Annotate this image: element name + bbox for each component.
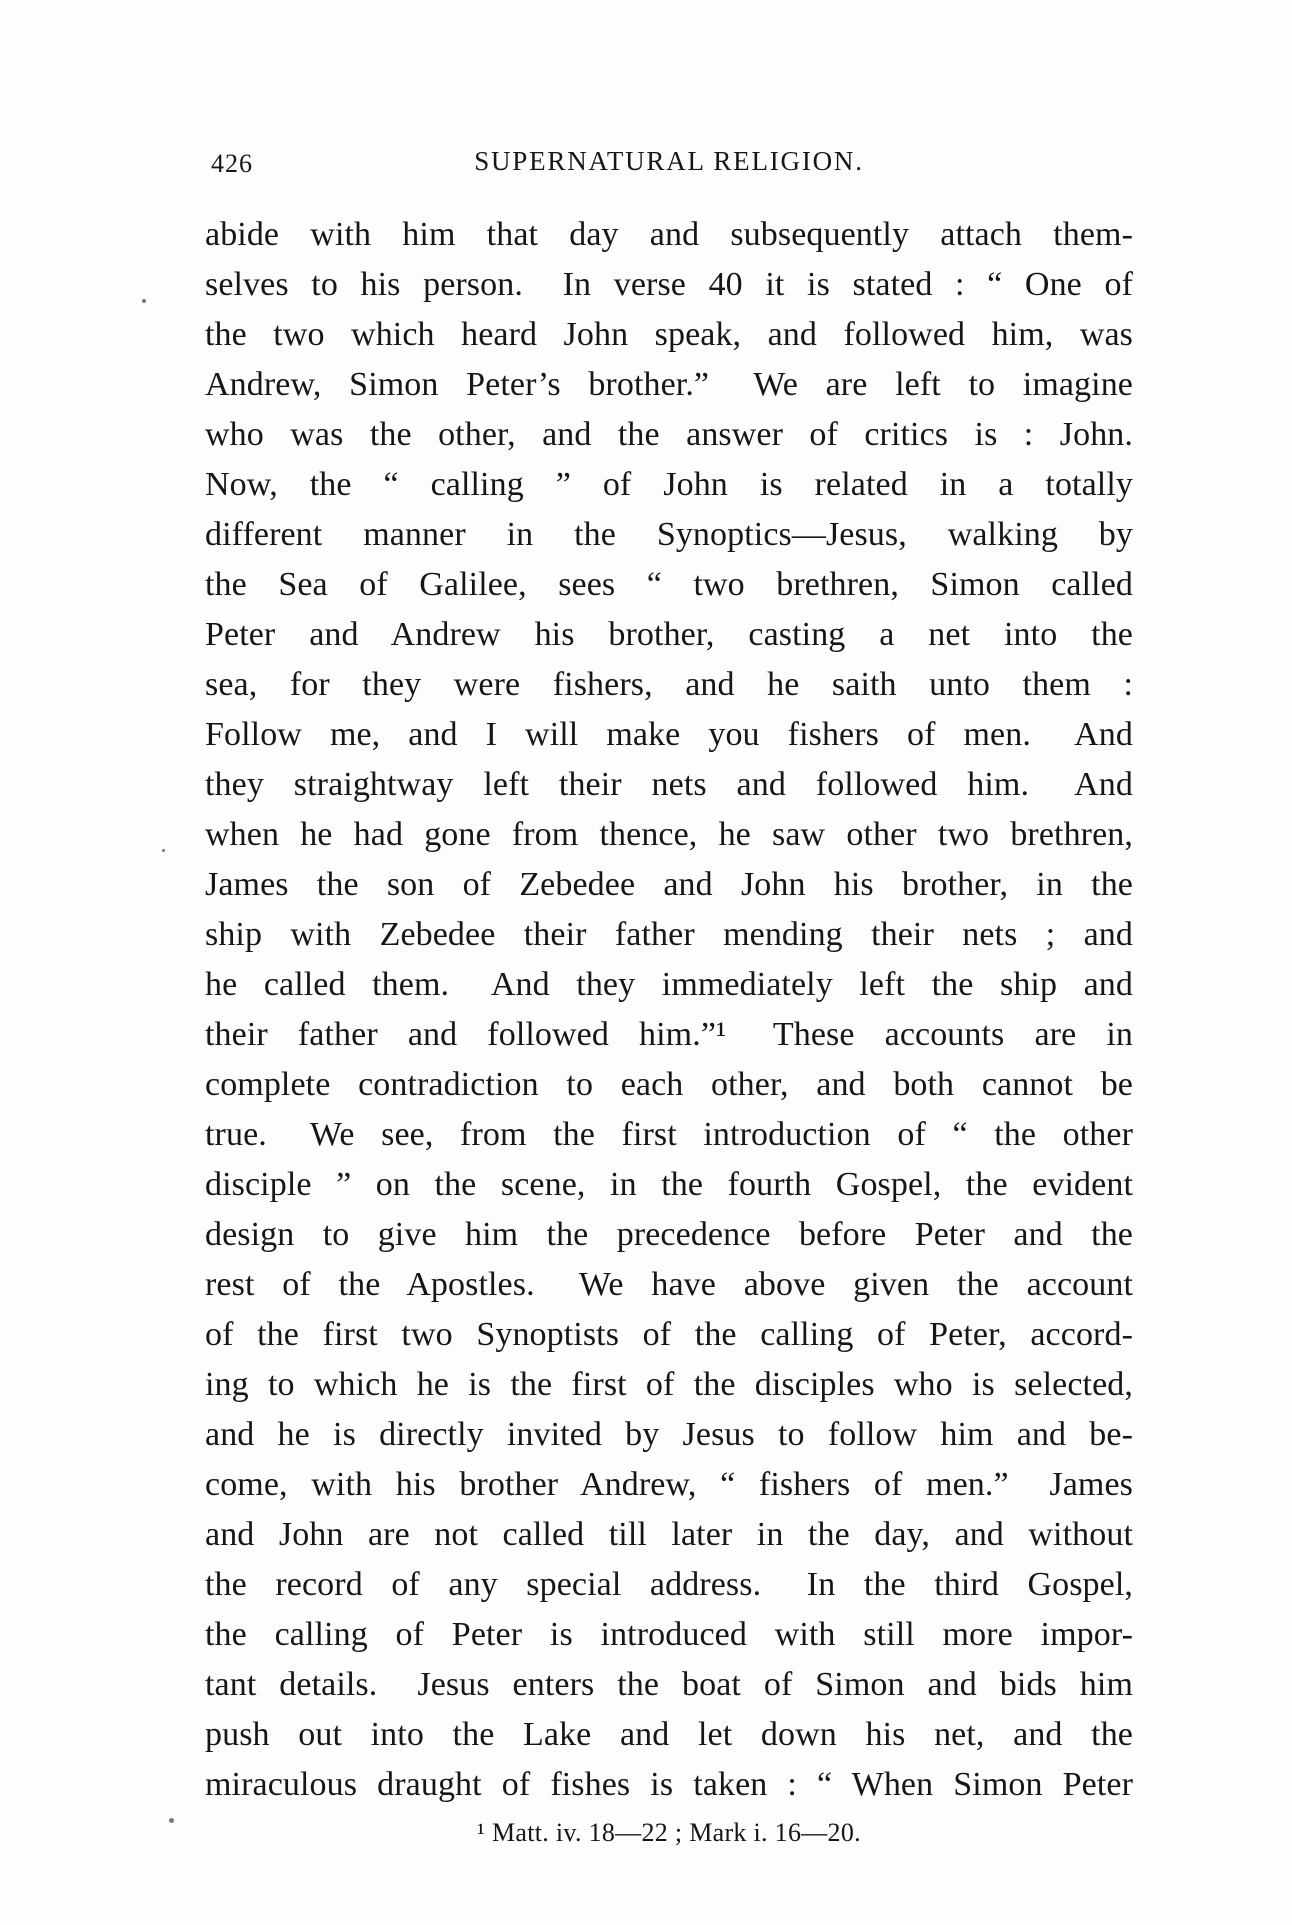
text-line: when he had gone from thence, he saw other two brethren, bbox=[205, 816, 1133, 853]
text-line: ing to which he is the first of the disciples who is selected, bbox=[205, 1366, 1133, 1403]
text-line: design to give him the precedence before Peter and the bbox=[205, 1216, 1133, 1253]
text-line: Now, the “ calling ” of John is related in a totally bbox=[205, 466, 1133, 503]
body-text bbox=[205, 210, 1133, 1810]
text-line: of the first two Synoptists of the calling of Peter, accord- bbox=[205, 1316, 1133, 1353]
text-line: Andrew, Simon Peter’s brother.” We are left to imagine bbox=[205, 366, 1133, 403]
text-line: sea, for they were fishers, and he saith unto them : bbox=[205, 666, 1133, 703]
text-line: abide with him that day and subsequently attach them- bbox=[205, 216, 1133, 253]
text-line: their father and followed him.”¹ These accounts are in bbox=[205, 1016, 1133, 1053]
text-line: complete contradiction to each other, and both cannot be bbox=[205, 1066, 1133, 1103]
text-line: miraculous draught of fishes is taken : “ When Simon Peter bbox=[205, 1766, 1133, 1803]
text-line: and he is directly invited by Jesus to follow him and be- bbox=[205, 1416, 1133, 1453]
text-line: and John are not called till later in the day, and without bbox=[205, 1516, 1133, 1553]
scan-speck bbox=[162, 849, 165, 852]
text-line: the record of any special address. In the third Gospel, bbox=[205, 1566, 1133, 1603]
text-line: they straightway left their nets and followed him. And bbox=[205, 766, 1133, 803]
text-line: the Sea of Galilee, sees “ two brethren, Simon called bbox=[205, 566, 1133, 603]
text-line: James the son of Zebedee and John his brother, in the bbox=[205, 866, 1133, 903]
text-line: the two which heard John speak, and followed him, was bbox=[205, 316, 1133, 353]
text-line: push out into the Lake and let down his net, and the bbox=[205, 1716, 1133, 1753]
text-line: he called them. And they immediately left the ship and bbox=[205, 966, 1133, 1003]
scan-speck bbox=[169, 1818, 174, 1823]
text-line: Peter and Andrew his brother, casting a net into the bbox=[205, 616, 1133, 653]
running-title: SUPERNATURAL RELIGION. bbox=[474, 146, 864, 176]
text-line: the calling of Peter is introduced with still more impor- bbox=[205, 1616, 1133, 1653]
text-line: tant details. Jesus enters the boat of Simon and bids him bbox=[205, 1666, 1133, 1703]
text-line: rest of the Apostles. We have above given the account bbox=[205, 1266, 1133, 1303]
page-number: 426 bbox=[211, 149, 253, 178]
scan-speck bbox=[142, 299, 146, 303]
text-line: who was the other, and the answer of critics is : John. bbox=[205, 416, 1133, 453]
text-line: Follow me, and I will make you fishers of men. And bbox=[205, 716, 1133, 753]
text-line: selves to his person. In verse 40 it is stated : “ One of bbox=[205, 266, 1133, 303]
text-line: ship with Zebedee their father mending their nets ; and bbox=[205, 916, 1133, 953]
page-header bbox=[205, 146, 1133, 182]
text-line: true. We see, from the first introduction of “ the other bbox=[205, 1116, 1133, 1153]
footnote: ¹ Matt. iv. 18—22 ; Mark i. 16—20. bbox=[477, 1818, 861, 1847]
text-line: disciple ” on the scene, in the fourth Gospel, the evident bbox=[205, 1166, 1133, 1203]
text-line: come, with his brother Andrew, “ fishers of men.” James bbox=[205, 1466, 1133, 1503]
text-line: different manner in the Synoptics—Jesus, walking by bbox=[205, 516, 1133, 553]
